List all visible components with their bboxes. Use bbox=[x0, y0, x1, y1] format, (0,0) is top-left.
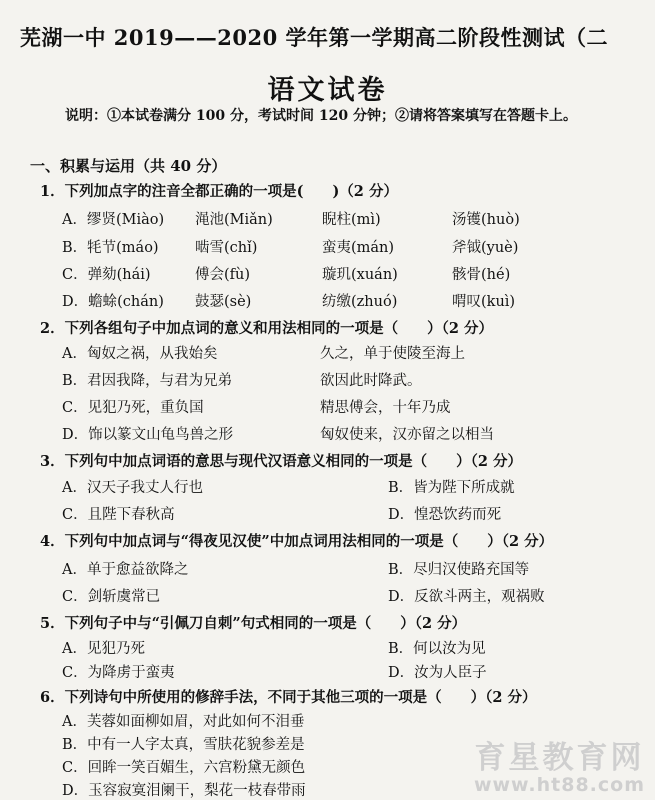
q1-option: C．弹劾(hái) bbox=[62, 267, 151, 283]
q2-option: D．饰以篆文山龟鸟兽之形 bbox=[62, 427, 234, 443]
q3-option: A．汉天子我丈人行也 bbox=[62, 480, 203, 496]
q2-option: 匈奴使来，汉亦留之以相当 bbox=[320, 427, 494, 443]
q6-option: B．中有一人字太真，雪肤花貌参差是 bbox=[62, 737, 305, 753]
q1-option: 睨柱(mì) bbox=[322, 212, 381, 228]
q1-option: 啮雪(chǐ) bbox=[195, 240, 258, 256]
q5-option: D．汝为人臣子 bbox=[388, 665, 487, 681]
q1-option: B．牦节(máo) bbox=[62, 240, 159, 256]
question-3-stem: 3．下列句中加点词语的意思与现代汉语意义相同的一项是（ ）（2 分） bbox=[40, 453, 522, 470]
q2-option: B．君因我降，与君为兄弟 bbox=[62, 373, 233, 389]
q2-option: A．匈奴之祸，从我始矣 bbox=[62, 346, 218, 362]
q1-option: D．蟾蜍(chán) bbox=[62, 294, 164, 310]
q3-option: D．惶恐饮药而死 bbox=[388, 507, 502, 523]
question-6-stem: 6．下列诗句中所使用的修辞手法，不同于其他三项的一项是（ ）（2 分） bbox=[40, 689, 537, 706]
exam-title: 芜湖一中 2019——2020 学年第一学期高二阶段性测试（二 bbox=[20, 25, 609, 50]
q1-option: 斧钺(yuè) bbox=[452, 240, 519, 256]
q5-option: A．见犯乃死 bbox=[62, 641, 145, 657]
q3-option: B．皆为陛下所成就 bbox=[388, 480, 515, 496]
q4-option: B．尽归汉使路充国等 bbox=[388, 562, 530, 578]
paper-subtitle: 语文试卷 bbox=[267, 75, 388, 106]
question-1-stem: 1．下列加点字的注音全都正确的一项是( )（2 分） bbox=[40, 183, 398, 200]
watermark-site: www.ht88.com bbox=[473, 774, 645, 796]
watermark bbox=[474, 741, 645, 795]
exam-instructions: 说明：①本试卷满分 100 分，考试时间 120 分钟；②请将答案填写在答题卡上。 bbox=[65, 108, 577, 124]
q1-option: 喟叹(kuì) bbox=[452, 294, 516, 310]
question-5-stem: 5．下列句子中与“引佩刀自刺”句式相同的一项是（ ）（2 分） bbox=[40, 615, 467, 632]
q2-option: 精思傅会，十年乃成 bbox=[320, 400, 451, 416]
q5-option: B．何以汝为见 bbox=[388, 641, 486, 657]
q6-option: A．芙蓉如面柳如眉，对此如何不泪垂 bbox=[62, 714, 305, 730]
q1-option: A．缪贤(Miào) bbox=[62, 212, 165, 228]
q2-option: 久之，单于使陵至海上 bbox=[320, 346, 465, 362]
q2-option: 欲因此时降武。 bbox=[320, 373, 422, 389]
question-4-stem: 4．下列句中加点词与“得夜见汉使”中加点词用法相同的一项是（ ）（2 分） bbox=[40, 533, 554, 550]
watermark-brand: 育星教育网 bbox=[474, 740, 645, 776]
q1-option: 璇玑(xuán) bbox=[322, 267, 398, 283]
q4-option: A．单于愈益欲降之 bbox=[62, 562, 189, 578]
q3-option: C．且陛下春秋高 bbox=[62, 507, 175, 523]
q1-option: 蛮夷(mán) bbox=[322, 240, 395, 256]
q4-option: D．反欲斗两主，观祸败 bbox=[388, 589, 545, 605]
q5-option: C．为降虏于蛮夷 bbox=[62, 665, 175, 681]
q1-option: 纺缴(zhuó) bbox=[322, 294, 398, 310]
q1-option: 骸骨(hé) bbox=[452, 267, 511, 283]
q1-option: 汤镬(huò) bbox=[452, 212, 520, 228]
q6-option: C．回眸一笑百媚生，六宫粉黛无颜色 bbox=[62, 760, 306, 776]
q6-option: D．玉容寂寞泪阑干，梨花一枝春带雨 bbox=[62, 783, 306, 799]
q1-option: 傅会(fù) bbox=[195, 267, 251, 283]
question-2-stem: 2．下列各组句子中加点词的意义和用法相同的一项是（ ）（2 分） bbox=[40, 320, 493, 337]
q2-option: C．见犯乃死，重负国 bbox=[62, 400, 204, 416]
q1-option: 渑池(Miǎn) bbox=[195, 212, 273, 228]
section-heading: 一、积累与运用（共 40 分） bbox=[30, 157, 227, 175]
q1-option: 鼓瑟(sè) bbox=[195, 294, 252, 310]
q4-option: C．剑斩虞常已 bbox=[62, 589, 161, 605]
